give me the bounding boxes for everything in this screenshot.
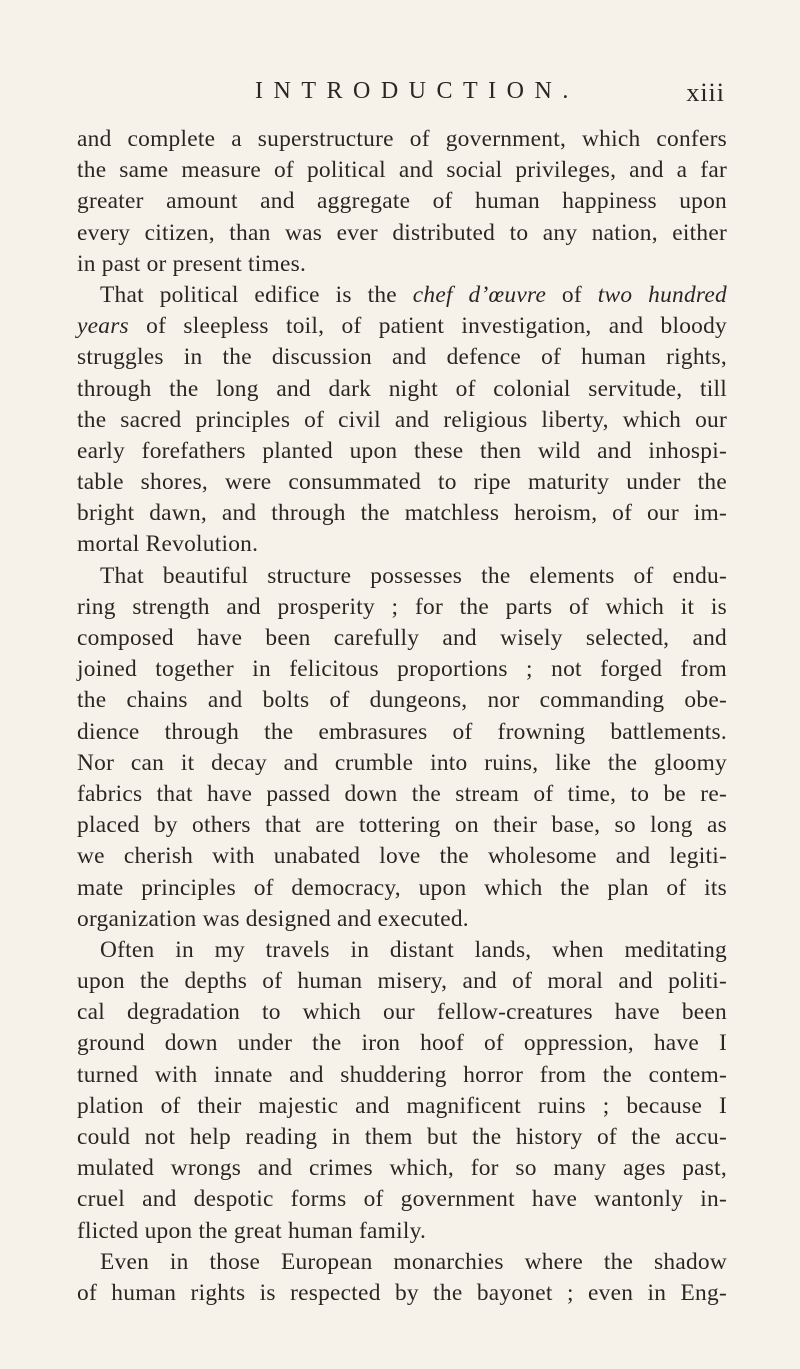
text-line: flicted upon the great human family. <box>77 1217 427 1244</box>
text-line: of human rights is respected by the bayonet ; even in Eng- <box>77 1279 727 1306</box>
text-line: mulated wrongs and crimes which, for so many ages past, <box>77 1155 727 1182</box>
text-line: mortal Revolution. <box>77 531 259 558</box>
italic-run: chef d’œuvre <box>412 281 547 308</box>
text-line: greater amount and aggregate of human happiness upon <box>77 188 727 215</box>
body-text <box>77 124 727 1309</box>
text-line: the same measure of political and social privileges, and a far <box>77 157 727 184</box>
text-run: of <box>546 281 598 308</box>
text-line: cruel and despotic forms of government have wantonly in- <box>77 1186 727 1213</box>
text-line: we cherish with unabated love the wholesome and legiti- <box>77 843 727 870</box>
text-line: fabrics that have passed down the stream of time, to be re- <box>77 780 727 807</box>
text-line: through the long and dark night of colonial servitude, till <box>77 375 727 402</box>
text-line: mate principles of democracy, upon which the plan of its <box>77 874 727 901</box>
text-line: every citizen, than was ever distributed to any nation, either <box>77 219 727 246</box>
text-line: Even in those European monarchies where the shadow <box>100 1248 727 1275</box>
text-run: That political edifice is the <box>100 281 413 308</box>
italic-run: two hundred <box>597 281 727 308</box>
page-number: xiii <box>686 78 725 107</box>
text-line: cal degradation to which our fellow-creatures have been <box>77 999 727 1026</box>
text-line: in past or present times. <box>77 250 307 277</box>
text-line: joined together in felicitous proportions ; not forged from <box>77 656 727 683</box>
text-line: bright dawn, and through the matchless heroism, of our im- <box>77 500 727 527</box>
running-head <box>255 78 725 118</box>
text-line: the chains and bolts of dungeons, nor commanding obe- <box>77 687 727 714</box>
text-line: could not help reading in them but the history of the accu- <box>77 1124 727 1150</box>
text-line: upon the depths of human misery, and of moral and politi- <box>77 968 727 995</box>
text-run: of sleepless toil, of patient investigation, and bloody <box>128 313 727 340</box>
text-line: the sacred principles of civil and religious liberty, which our <box>77 406 727 433</box>
italic-run: years <box>77 313 129 340</box>
running-title: INTRODUCTION. <box>255 78 579 104</box>
text-line: composed have been carefully and wisely selected, and <box>77 625 727 651</box>
text-line: organization was designed and executed. <box>77 905 469 932</box>
text-line: struggles in the discussion and defence of human rights, <box>77 344 727 371</box>
text-line: Nor can it decay and crumble into ruins, like the gloomy <box>77 749 727 776</box>
text-line: That beautiful structure possesses the elements of endu- <box>100 562 727 589</box>
text-line: ground down under the iron hoof of oppression, have I <box>77 1030 727 1057</box>
text-line: plation of their majestic and magnificent ruins ; because I <box>77 1092 727 1119</box>
text-line: ring strength and prosperity ; for the parts of which it is <box>77 593 727 620</box>
text-line: table shores, were consummated to ripe maturity under the <box>77 469 727 496</box>
text-line <box>77 311 727 342</box>
text-line: dience through the embrasures of frowning battlements. <box>77 718 727 745</box>
text-line: and complete a superstructure of government, which confers <box>77 126 727 152</box>
text-line: Often in my travels in distant lands, when meditating <box>100 936 727 963</box>
text-line <box>77 280 727 311</box>
text-line: turned with innate and shuddering horror from the contem- <box>77 1061 727 1088</box>
text-line: early forefathers planted upon these then wild and inhospi- <box>77 437 727 464</box>
text-line: placed by others that are tottering on their base, so long as <box>77 812 727 839</box>
